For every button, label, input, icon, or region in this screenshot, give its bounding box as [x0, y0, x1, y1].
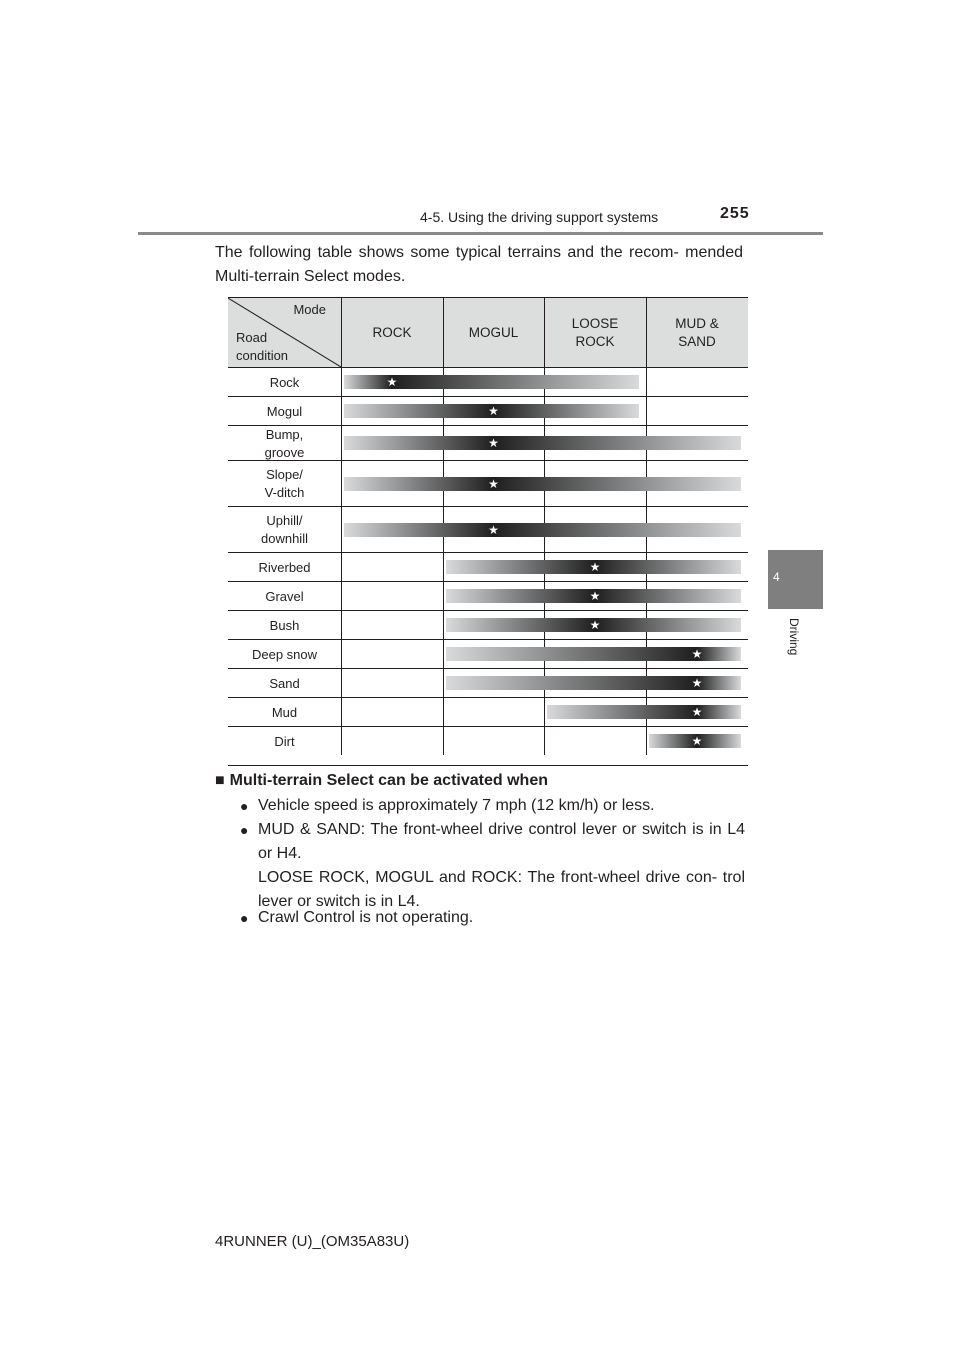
condition-text: Vehicle speed is approximately 7 mph (12 km/h) or less.: [258, 797, 655, 814]
row-label: Gravel: [265, 588, 304, 604]
footer-model-code: 4RUNNER (U)_(OM35A83U): [215, 1233, 410, 1250]
condition-text: LOOSE ROCK, MOGUL and ROCK: The front-wheel drive con- trol lever or switch is in L4.: [258, 869, 745, 910]
row-label: Uphill/ downhill: [261, 513, 308, 546]
header-rule: [138, 232, 823, 235]
column-divider: [341, 298, 342, 755]
column-header: MOGUL: [468, 324, 519, 340]
condition-item: [240, 794, 745, 818]
row-label: Dirt: [274, 733, 295, 749]
conditions-heading-text: Multi-terrain Select can be activated when: [229, 772, 548, 789]
bullet-icon: ●: [240, 822, 249, 838]
chapter-number: 4: [773, 570, 780, 584]
star-icon: ★: [589, 618, 601, 632]
column-header: MUD & SAND: [675, 315, 719, 349]
column-header: LOOSE ROCK: [571, 315, 619, 349]
mode-range-bar: [344, 523, 741, 537]
row-label: Sand: [269, 675, 300, 691]
terrain-mode-table: [228, 297, 748, 766]
mode-range-bar: [344, 477, 741, 491]
intro-paragraph: The following table shows some typical terrains and the recom- mended Multi-terrain Select modes.: [215, 244, 743, 285]
row-label: Mud: [271, 704, 298, 720]
star-icon: ★: [691, 647, 703, 661]
star-icon: ★: [386, 375, 398, 389]
mode-range-bar: [547, 705, 741, 719]
row-label: Rock: [269, 374, 300, 390]
corner-road-label: Road condition: [236, 330, 289, 363]
row-label: Bump, groove: [264, 426, 305, 460]
star-icon: ★: [691, 676, 703, 690]
heading-square-icon: ■: [215, 772, 225, 789]
row-label: Bush: [269, 617, 300, 633]
row-label: Mogul: [266, 403, 303, 419]
star-icon: ★: [589, 560, 601, 574]
star-icon: ★: [589, 589, 601, 603]
column-header: ROCK: [372, 324, 412, 340]
condition-text: MUD & SAND: The front-wheel drive control lever or switch is in L4 or H4.: [258, 821, 745, 862]
bullet-icon: ●: [240, 910, 249, 926]
condition-item: [240, 818, 745, 866]
section-title: 4-5. Using the driving support systems: [420, 209, 659, 225]
page-number: 255: [720, 205, 750, 222]
row-label: Deep snow: [251, 646, 318, 662]
star-icon: ★: [488, 476, 499, 491]
corner-mode-label: Mode: [293, 302, 326, 317]
condition-text: Crawl Control is not operating.: [258, 909, 474, 926]
condition-item: [240, 906, 745, 930]
star-icon: ★: [691, 734, 703, 748]
star-icon: ★: [691, 705, 703, 719]
star-icon: ★: [488, 404, 499, 418]
bullet-icon: ●: [240, 798, 249, 814]
star-icon: ★: [488, 522, 499, 537]
row-label: Slope/ V-ditch: [264, 467, 305, 500]
chapter-label: Driving: [787, 618, 801, 656]
conditions-heading: [215, 772, 548, 790]
row-label: Riverbed: [258, 559, 311, 575]
star-icon: ★: [488, 436, 499, 450]
mode-range-bar: [344, 436, 741, 450]
